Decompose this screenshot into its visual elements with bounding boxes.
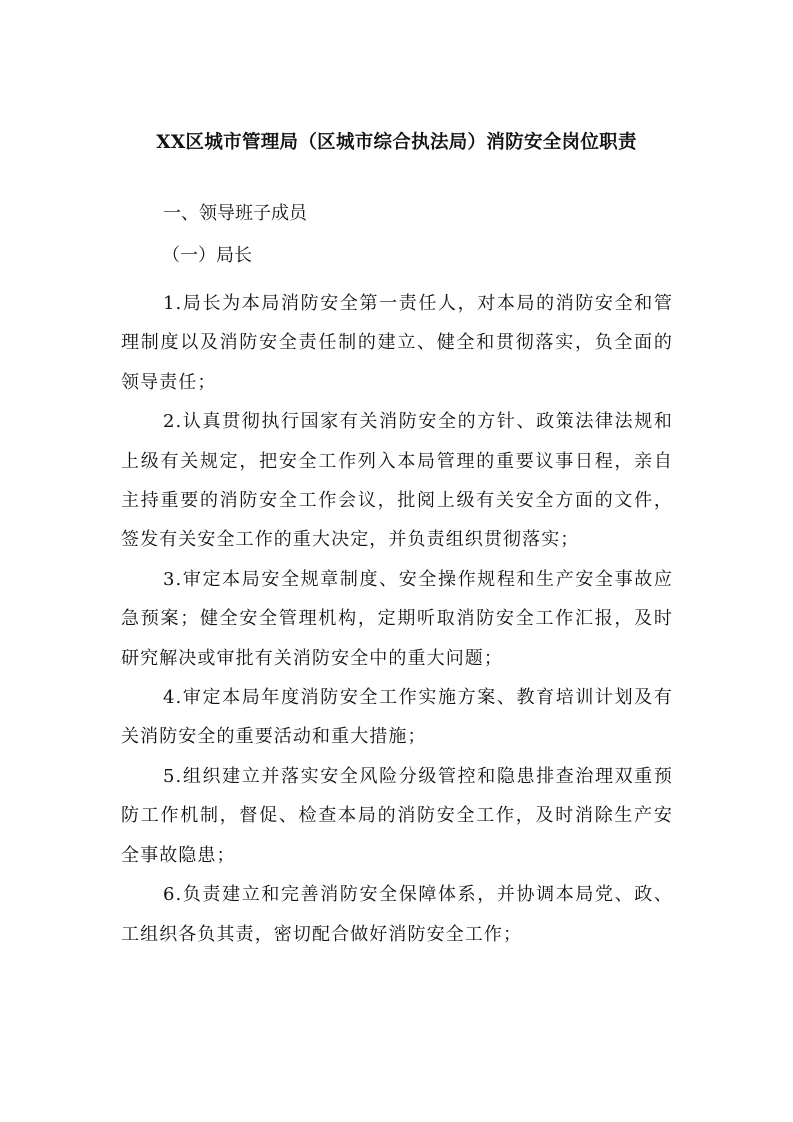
paragraph: 4.审定本局年度消防安全工作实施方案、教育培训计划及有关消防安全的重要活动和重大措施； [121, 687, 673, 748]
document-title: XX区城市管理局（区城市综合执法局）消防安全岗位职责 [156, 132, 637, 153]
paragraph: 6.负责建立和完善消防安全保障体系，并协调本局党、政、工组织各负其责，密切配合做好消防安全工作； [121, 884, 673, 945]
section-heading: 一、领导班子成员 [163, 203, 307, 224]
paragraph: 1.局长为本局消防安全第一责任人，对本局的消防安全和管理制度以及消防安全责任制的建立、健全和贯彻落实，负全面的领导责任； [121, 293, 673, 393]
paragraph: 5.组织建立并落实安全风险分级管控和隐患排查治理双重预防工作机制，督促、检查本局的消防安全工作，及时消除生产安全事故隐患； [121, 765, 673, 866]
body-text [121, 284, 673, 954]
paragraph: 3.审定本局安全规章制度、安全操作规程和生产安全事故应急预案；健全安全管理机构，定期听取消防安全工作汇报，及时研究解决或审批有关消防安全中的重大问题； [121, 568, 673, 669]
paragraph: 2.认真贯彻执行国家有关消防安全的方针、政策法律法规和上级有关规定，把安全工作列入本局管理的重要议事日程，亲自主持重要的消防安全工作会议，批阅上级有关安全方面的文件，签发有关安全工作的重大决定，并负责组织贯彻落实； [121, 411, 673, 551]
subsection-heading: （一）局长 [162, 245, 252, 266]
